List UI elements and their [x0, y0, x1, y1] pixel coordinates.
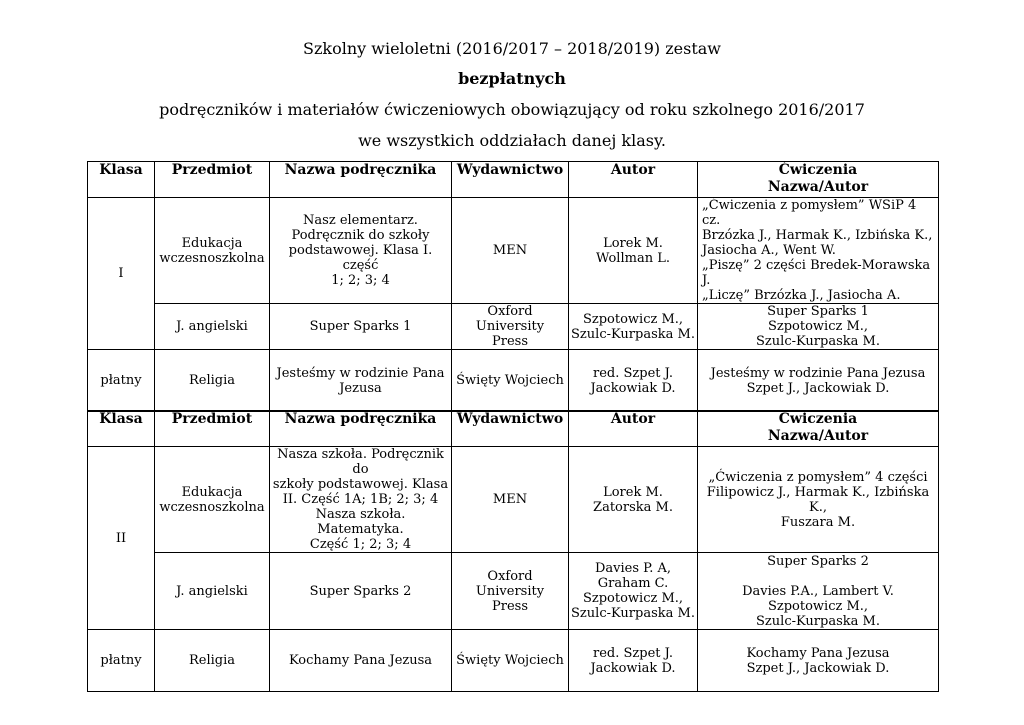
cell-line: Davies P.A., Lambert V. — [742, 583, 894, 599]
cell-klasa: I — [88, 198, 155, 350]
cell-cwiczenia — [698, 447, 939, 553]
cell-line: Szulc-Kurpaska M. — [571, 326, 695, 342]
header-przedmiot: Przedmiot — [155, 162, 270, 198]
cell-line: MEN — [492, 243, 528, 258]
cell-line: J. angielski — [176, 583, 248, 599]
cell-nazwa — [270, 630, 452, 692]
cell-line: „Liczę” Brzózka J., Jasiocha A. — [702, 288, 901, 303]
cell-line: Nasza szkoła. Matematyka. — [315, 507, 406, 537]
cell-line: Lorek M. — [603, 484, 663, 500]
table-row — [88, 198, 939, 304]
cell-nazwa — [270, 304, 452, 350]
cell-klasa: płatny — [88, 630, 155, 692]
cell-line: Graham C. — [597, 576, 669, 591]
cell-line: Szpotowicz M., — [767, 319, 869, 334]
cell-line: „Piszę” 2 części Bredek-Morawska J. — [702, 258, 931, 288]
heading-line-2: bezpłatnych — [458, 69, 566, 88]
header-cwiczenia-line-1: Ćwiczenia — [778, 162, 858, 178]
cell-nazwa — [270, 350, 452, 412]
table-row — [88, 350, 939, 412]
cell-wydawnictwo — [452, 350, 569, 412]
cell-line: Super Sparks 1 — [767, 304, 869, 319]
cell-line: Święty Wojciech — [456, 653, 564, 668]
cell-autor — [569, 553, 698, 630]
header-cwiczenia — [698, 411, 939, 447]
cell-line: szkoły podstawowej. Klasa — [272, 477, 449, 492]
header-nazwa: Nazwa podręcznika — [270, 162, 452, 198]
cell-wydawnictwo — [452, 630, 569, 692]
cell-przedmiot — [155, 304, 270, 350]
cell-line: Kochamy Pana Jezusa — [746, 645, 890, 661]
header-wydawnictwo: Wydawnictwo — [452, 411, 569, 447]
textbook-table-class-2 — [87, 410, 939, 692]
cell-line: Super Sparks 1 — [309, 319, 412, 334]
cell-line: Szulc-Kurpaska M. — [756, 334, 880, 349]
cell-autor — [569, 350, 698, 412]
cell-line: Jesteśmy w rodzinie Pana Jezusa — [710, 365, 926, 381]
cell-line: Oxford University — [475, 568, 545, 599]
cell-cwiczenia — [698, 198, 939, 304]
heading-line-1: Szkolny wieloletni (2016/2017 – 2018/2019) zestaw — [303, 39, 721, 58]
table-header-row — [88, 162, 939, 198]
cell-line: J. angielski — [176, 319, 248, 334]
cell-nazwa — [270, 553, 452, 630]
cell-line: Jezusa — [339, 380, 382, 396]
cell-cwiczenia — [698, 553, 939, 630]
cell-line: Jackowiak D. — [590, 660, 676, 676]
header-cwiczenia-line-2: Nazwa/Autor — [767, 179, 869, 195]
cell-przedmiot — [155, 553, 270, 630]
header-nazwa: Nazwa podręcznika — [270, 411, 452, 447]
header-cwiczenia — [698, 162, 939, 198]
cell-line: red. Szpet J. — [593, 645, 673, 661]
cell-line: Szpet J., Jackowiak D. — [746, 660, 890, 676]
cell-line: Kochamy Pana Jezusa — [288, 653, 433, 668]
cell-klasa: II — [88, 447, 155, 630]
cell-line: „Ćwiczenia z pomysłem” 4 części — [708, 469, 928, 485]
cell-line: Nasza szkoła. Podręcznik do — [277, 447, 444, 477]
cell-autor — [569, 447, 698, 553]
cell-line: Super Sparks 2 — [767, 553, 869, 569]
header-klasa: Klasa — [88, 162, 155, 198]
cell-line: Oxford University — [475, 304, 545, 334]
cell-line: Szpotowicz M., — [582, 311, 684, 327]
cell-line: wczesnoszkolna — [159, 250, 265, 266]
cell-wydawnictwo — [452, 553, 569, 630]
cell-line: Wollman L. — [596, 250, 670, 266]
cell-wydawnictwo — [452, 447, 569, 553]
cell-line: wczesnoszkolna — [159, 499, 265, 515]
cell-nazwa — [270, 198, 452, 304]
cell-line: red. Szpet J. — [593, 365, 673, 381]
cell-line: II. Część 1A; 1B; 2; 3; 4 — [282, 492, 439, 507]
table-row — [88, 304, 939, 350]
cell-line: Jackowiak D. — [590, 380, 676, 396]
cell-line: Szpotowicz M., — [582, 591, 684, 606]
cell-line: Press — [492, 598, 528, 614]
cell-line: Szpet J., Jackowiak D. — [746, 380, 890, 396]
cell-line: Szpotowicz M., — [767, 598, 869, 614]
cell-line: Szulc-Kurpaska M. — [756, 613, 880, 629]
cell-przedmiot — [155, 630, 270, 692]
cell-line: Edukacja — [181, 484, 243, 500]
cell-wydawnictwo — [452, 198, 569, 304]
header-cwiczenia-line-2: Nazwa/Autor — [767, 428, 869, 444]
header-przedmiot: Przedmiot — [155, 411, 270, 447]
cell-nazwa — [270, 447, 452, 553]
cell-wydawnictwo — [452, 304, 569, 350]
cell-autor — [569, 304, 698, 350]
cell-line: „Ćwiczenia z pomysłem” WSiP 4 cz. — [702, 198, 917, 228]
cell-klasa: płatny — [88, 350, 155, 412]
cell-line: Brzózka J., Harmak K., Izbińska K., — [702, 228, 933, 243]
header-autor: Autor — [569, 162, 698, 198]
cell-cwiczenia — [698, 630, 939, 692]
cell-line: Religia — [188, 653, 236, 668]
cell-line: Edukacja — [181, 235, 243, 251]
cell-line: Szulc-Kurpaska M. — [571, 606, 695, 621]
cell-autor — [569, 198, 698, 304]
cell-line: Jesteśmy w rodzinie Pana — [276, 365, 445, 381]
cell-autor — [569, 630, 698, 692]
header-autor: Autor — [569, 411, 698, 447]
cell-line: podstawowej. Klasa I. część — [288, 243, 433, 273]
table-header-row — [88, 411, 939, 447]
cell-line: Podręcznik do szkoły — [291, 228, 430, 243]
cell-line: Zatorska M. — [593, 499, 673, 515]
cell-cwiczenia — [698, 304, 939, 350]
cell-przedmiot — [155, 198, 270, 304]
header-wydawnictwo: Wydawnictwo — [452, 162, 569, 198]
table-row — [88, 447, 939, 553]
cell-line — [700, 569, 936, 584]
cell-line: Davies P. A, — [594, 561, 672, 576]
cell-line: Super Sparks 2 — [309, 583, 412, 599]
cell-line: Lorek M. — [603, 235, 663, 251]
cell-cwiczenia — [698, 350, 939, 412]
cell-line: Święty Wojciech — [456, 373, 564, 388]
cell-przedmiot — [155, 350, 270, 412]
textbook-table-class-1 — [87, 161, 939, 412]
cell-line: Press — [492, 334, 528, 349]
cell-przedmiot — [155, 447, 270, 553]
cell-line: Filipowicz J., Harmak K., Izbińska K., — [706, 484, 930, 515]
cell-line: MEN — [492, 492, 528, 507]
cell-line: 1; 2; 3; 4 — [331, 273, 390, 288]
cell-line: Fuszara M. — [780, 514, 856, 530]
header-klasa: Klasa — [88, 411, 155, 447]
cell-line: Część 1; 2; 3; 4 — [309, 537, 412, 552]
table-row — [88, 553, 939, 630]
header-cwiczenia-line-1: Ćwiczenia — [778, 411, 858, 427]
heading-line-3: podręczników i materiałów ćwiczeniowych obowiązujący od roku szkolnego 2016/2017 — [159, 100, 865, 119]
table-row — [88, 630, 939, 692]
cell-line: Religia — [188, 373, 236, 388]
cell-line: Nasz elementarz. — [303, 213, 418, 228]
heading-line-4: we wszystkich oddziałach danej klasy. — [358, 131, 666, 150]
cell-line: Jasiocha A., Went W. — [702, 243, 836, 258]
